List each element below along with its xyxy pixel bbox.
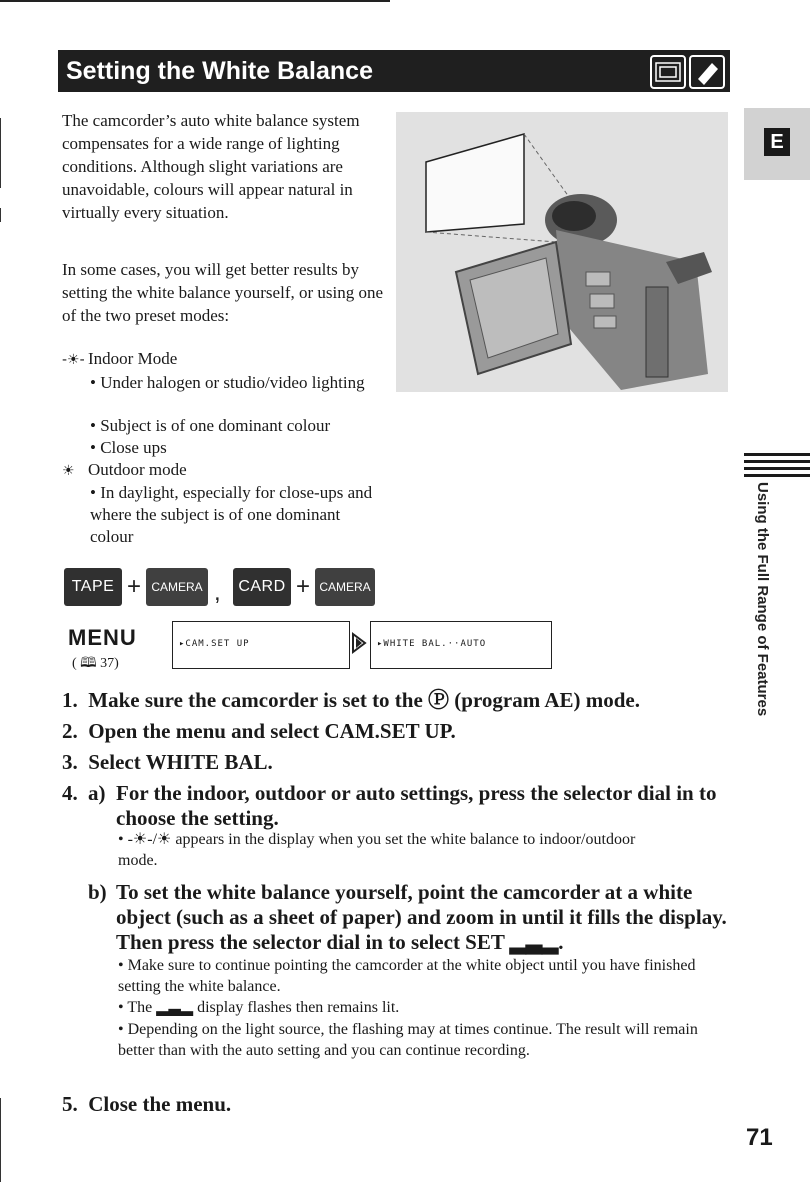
step-2: 2. Open the menu and select CAM.SET UP.	[62, 719, 456, 743]
note-b-1: • Make sure to continue pointing the camcorder at the white object until you have finished setting the white balance.	[118, 957, 696, 995]
left-edge-mark	[0, 1098, 1, 1182]
comma-separator: ,	[214, 579, 221, 606]
menu-box-cam-setup: ▸CAM.SET UP	[172, 621, 350, 669]
menu-label: MENU	[68, 625, 137, 650]
mode-outdoor	[62, 459, 187, 482]
step-4a-marker: a)	[88, 781, 106, 805]
top-rule	[0, 0, 390, 2]
mode-indoor	[62, 348, 177, 371]
memory-card-icon	[690, 56, 724, 88]
mode-indoor-label: Indoor Mode	[88, 349, 178, 368]
step-5: 5. Close the menu.	[62, 1092, 232, 1116]
camcorder-photo	[396, 112, 728, 392]
mode-icons	[650, 55, 726, 89]
page-title: Setting the White Balance	[66, 57, 373, 85]
section-letter: E	[764, 128, 790, 156]
step-4a: For the indoor, outdoor or auto settings, press the selector dial in to choose the setting.	[116, 781, 717, 830]
camcorder-body	[556, 230, 708, 390]
camera-mode-button: CAMERA	[146, 568, 208, 606]
outdoor-sun-icon: ☀	[62, 463, 75, 479]
camcorder-illustration	[396, 112, 728, 392]
arrow-right-icon	[351, 632, 367, 654]
left-edge-mark	[0, 208, 1, 222]
tape-mode-button: TAPE	[64, 568, 122, 606]
mode-outdoor-label: Outdoor mode	[88, 460, 187, 479]
side-section-heading: Using the Full Range of Features	[754, 482, 771, 717]
step-4-number: 4.	[62, 781, 78, 805]
card-mode-button: CARD	[233, 568, 291, 606]
indoor-bulb-icon: -☀-	[62, 352, 85, 368]
step-1: 1. Make sure the camcorder is set to the Ⓟ (program AE) mode.	[62, 688, 640, 712]
tape-cassette-icon	[651, 56, 685, 88]
intro-paragraph-1: The camcorder’s auto white balance system compensates for a wide range of lighting conditions. Although slight variations are unavoidable, colours will appear natural in virtually every situation.	[62, 111, 360, 222]
page-number: 71	[746, 1124, 773, 1151]
left-edge-mark	[0, 118, 1, 188]
list-item: • Subject is of one dominant colour	[90, 416, 331, 435]
page-reference: ( 🕮 37)	[72, 656, 119, 671]
side-stripe	[744, 467, 810, 470]
side-stripe	[744, 453, 810, 456]
menu-box-white-bal: ▸WHITE BAL.··AUTO	[370, 621, 552, 669]
step-4b: To set the white balance yourself, point the camcorder at a white object (such as a sheet of paper) and zoom in until it fills the display. Then press the selector dial in to select SET ▂▃▂.	[116, 880, 727, 954]
side-stripe	[744, 474, 810, 477]
plus-sign: +	[127, 573, 142, 600]
note-a: • -☀-/☀ appears in the display when you set the white balance to indoor/outdoor mode.	[118, 831, 636, 869]
step-3: 3. Select WHITE BAL.	[62, 750, 273, 774]
white-paper-sheet	[426, 134, 524, 232]
note-b-2: • The ▂▃▂ display flashes then remains lit.	[118, 999, 400, 1016]
note-b-3: • Depending on the light source, the flashing may at times continue. The result will remain better than with the auto setting and you can continue recording.	[118, 1021, 698, 1059]
list-item: • Under halogen or studio/video lighting	[90, 373, 365, 392]
camera-mode-button: CAMERA	[315, 568, 375, 606]
side-stripe	[744, 460, 810, 463]
list-item: • Close ups	[90, 438, 167, 457]
intro-paragraph-2: In some cases, you will get better results by setting the white balance yourself, or using one of the two preset modes:	[62, 260, 384, 325]
list-item: • In daylight, especially for close-ups and where the subject is of one dominant colour	[90, 483, 373, 546]
step-4b-marker: b)	[88, 880, 107, 904]
plus-sign: +	[296, 573, 311, 600]
